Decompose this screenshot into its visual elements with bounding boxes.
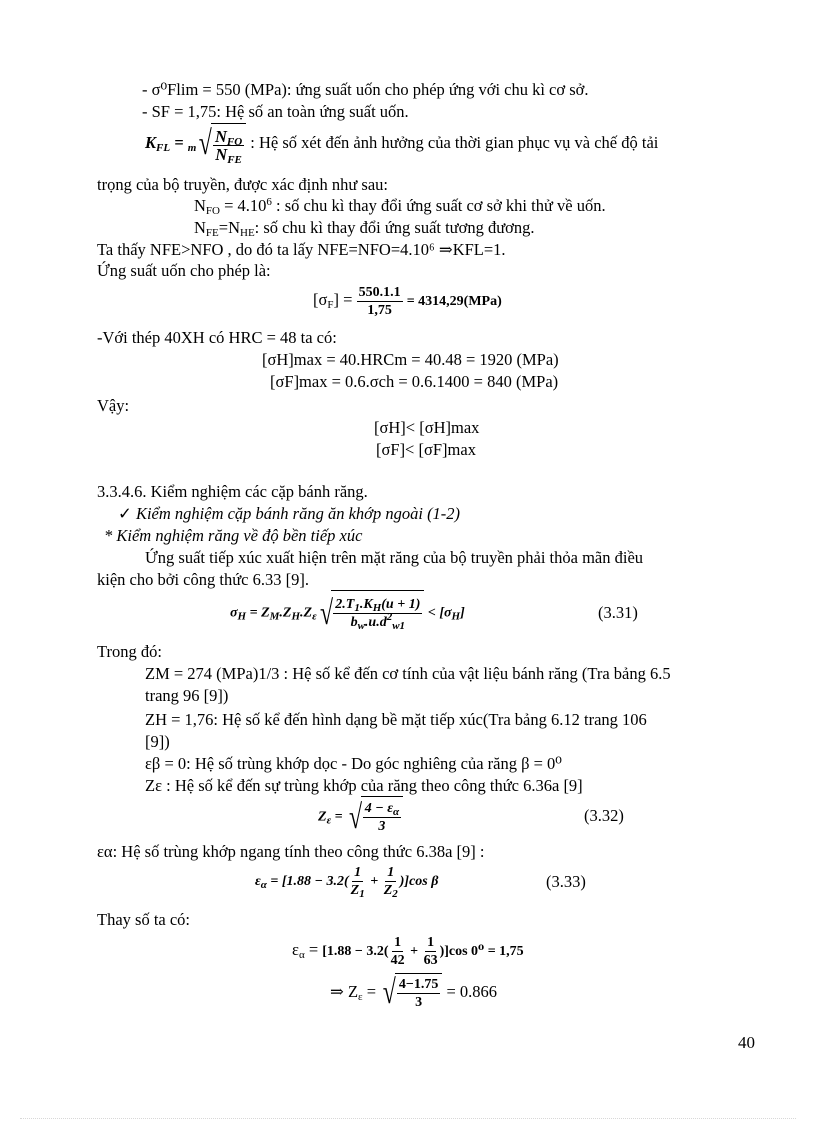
kfl-line [145,122,658,166]
where-line [97,642,162,662]
paragraph-line-2-text: kiện cho bởi công thức 6.33 [9]. [97,570,309,589]
conclusion-text: Vậy: [97,396,130,415]
eps-alpha-subst-body: [1.88 − 3.2( $\frac{1}{42}$ + $\frac{1}{63}$ ) [322,935,445,969]
eq-3-31-formula: $\sigma_H = Z_M.Z_H.Z_\varepsilon$ √ $\frac{2.T_1.K_H(u + 1)}{b_w.u.d^2_{w1}}$ < $[\sigma_H]$ [230,590,465,637]
kfl-desc-cont-text: trọng của bộ truyền, được xác định như sau: [97,175,388,194]
eps-alpha-subst-lhs: $\varepsilon_\alpha$ = [292,940,323,961]
eq-3-33-formula: $\varepsilon_\alpha = [1.88 - 3.2$( $\frac{1}{Z_1}$ + $\frac{1}{Z_2}$ )]cos β [255,865,439,901]
sigma-f-num: 550.1.1 [358,284,401,300]
nfe-desc: : số chu kì thay đổi ứng suất tương đương. [254,218,535,237]
sigma-f-max-text: [σF]max = 0.6.σch = 0.6.1400 = 840 (MPa) [270,372,559,391]
zm-line-1 [145,664,671,684]
z-eps-line [145,776,583,796]
sigma-f-lhs: $[\sigma_F]$ = [313,290,357,311]
nfe-compare-line [97,240,506,260]
eps-alpha-subst [292,928,524,974]
sigma-f-result: = 4314,29(MPa) [406,294,502,309]
nfo-value: $N_{FO} = 4.10^6$ [194,196,272,217]
zh-text-2: [9]) [145,732,170,751]
steel-text: -Với thép 40XH có HRC = 48 ta có: [97,328,337,347]
footer-dotted-line [20,1118,796,1119]
zh-text-1: ZH = 1,76: Hệ số kể đến hình dạng bề mặt tiếp xúc(Tra bảng 6.12 trang 106 [145,710,647,729]
subheading-external-text: Kiểm nghiệm cặp bánh răng ăn khớp ngoài (1-2) [131,504,461,523]
eps-beta-line [145,754,562,774]
sigma-flim-line [142,80,589,100]
zm-text-1: ZM = 274 (MPa)1/3 : Hệ số kể đến cơ tính của vật liệu bánh răng (Tra bảng 6.5 [145,664,671,683]
check-icon: ✓ [118,504,132,523]
eps-beta-text: εβ = 0: Hệ số trùng khớp dọc - Do góc nghiêng của răng β = 0⁰ [145,754,562,773]
nfe-compare-text: Ta thấy NFE>NFO , do đó ta lấy NFE=NFO=4.10⁶ ⇒KFL=1. [97,240,506,259]
eq-3-33-label: (3.33) [546,872,586,891]
z-eps-result [330,972,497,1014]
substitute-text: Thay số ta có: [97,910,191,929]
sigma-h-max-line [262,350,559,370]
ineq-f-line [376,440,476,460]
subheading-contact-text: * Kiểm nghiệm răng về độ bền tiếp xúc [104,526,363,545]
sigma-f-fraction [357,284,403,319]
nfo-line [194,196,606,216]
eps-alpha-subst-result: ]cos 0⁰ = 1,75 [444,944,524,959]
nfe-line [194,218,535,238]
allowed-stress-title [97,261,271,281]
substitute-line [97,910,190,930]
sf-text: - SF = 1,75: Hệ số an toàn ứng suất uốn. [142,102,409,121]
ineq-h-line [374,418,479,438]
zm-text-2: trang 96 [9]) [145,686,229,705]
zm-line-2 [145,686,228,706]
eq-3-31-label: (3.31) [598,603,638,622]
kfl-desc: : Hệ số xét đến ảnh hưởng của thời gian phục vụ và chế độ tải [250,133,659,152]
z-eps-result-lhs: ⇒ $Z_\varepsilon$ = [330,982,381,1003]
nfo-desc: : số chu kì thay đổi ứng suất cơ sở khi thử về uốn. [271,196,606,215]
sigma-f-den: 1,75 [367,302,392,318]
eps-alpha-text: εα: Hệ số trùng khớp ngang tính theo công thức 6.38a [9] : [97,842,485,861]
kfl-root: √ $\frac{N_{FO}}{N_{FE}}$ [196,123,246,166]
subheading-external [118,504,460,524]
where-text: Trong đó: [97,642,162,661]
sf-line [142,102,409,122]
z-eps-text: Zε : Hệ số kể đến sự trùng khớp của răng theo công thức 6.36a [9] [145,776,583,795]
zh-line-2 [145,732,170,752]
steel-line [97,328,337,348]
eq-3-33-number [546,872,586,892]
kfl-desc-cont [97,175,388,195]
allowed-stress-text: Ứng suất uốn cho phép là: [97,261,271,280]
eq-3-32-number [584,806,624,826]
eq-3-32-formula: $Z_\varepsilon$ = √ $\frac{4 - \varepsilon_\alpha}{3}$ [318,796,403,839]
z-eps-result-root: √ $\frac{4-1.75}{3}$ [380,973,442,1014]
ineq-h-text: [σH]< [σH]max [374,418,480,437]
nfe-value: $N_{FE}=N_{HE}$ [194,218,255,239]
page-number: 40 [738,1033,755,1052]
sigma-f-max-line [270,372,558,392]
section-heading-text: 3.3.4.6. Kiểm nghiệm các cặp bánh răng. [97,482,368,501]
ineq-f-text: [σF]< [σF]max [376,440,476,459]
section-heading [97,482,368,502]
paragraph-line-1 [145,548,643,568]
eq-3-32-label: (3.32) [584,806,624,825]
eps-alpha-line [97,842,484,862]
paragraph-line-1-text: Ứng suất tiếp xúc xuất hiện trên mặt răng của bộ truyền phải thỏa mãn điều [145,548,644,567]
kfl-formula: $K_{FL} = _m$ [145,133,197,154]
subheading-contact [104,526,362,546]
conclusion-word [97,396,129,416]
eq-3-31-number [598,603,638,623]
paragraph-line-2 [97,570,309,590]
z-eps-result-value: = 0.866 [446,982,498,1001]
sigma-flim-text: - σ⁰Flim = 550 (MPa): ứng suất uốn cho phép ứng với chu kì cơ sở. [142,80,589,99]
sigma-f-formula [313,280,502,322]
sigma-h-max-text: [σH]max = 40.HRCm = 40.48 = 1920 (MPa) [262,350,559,369]
zh-line-1 [145,710,647,730]
